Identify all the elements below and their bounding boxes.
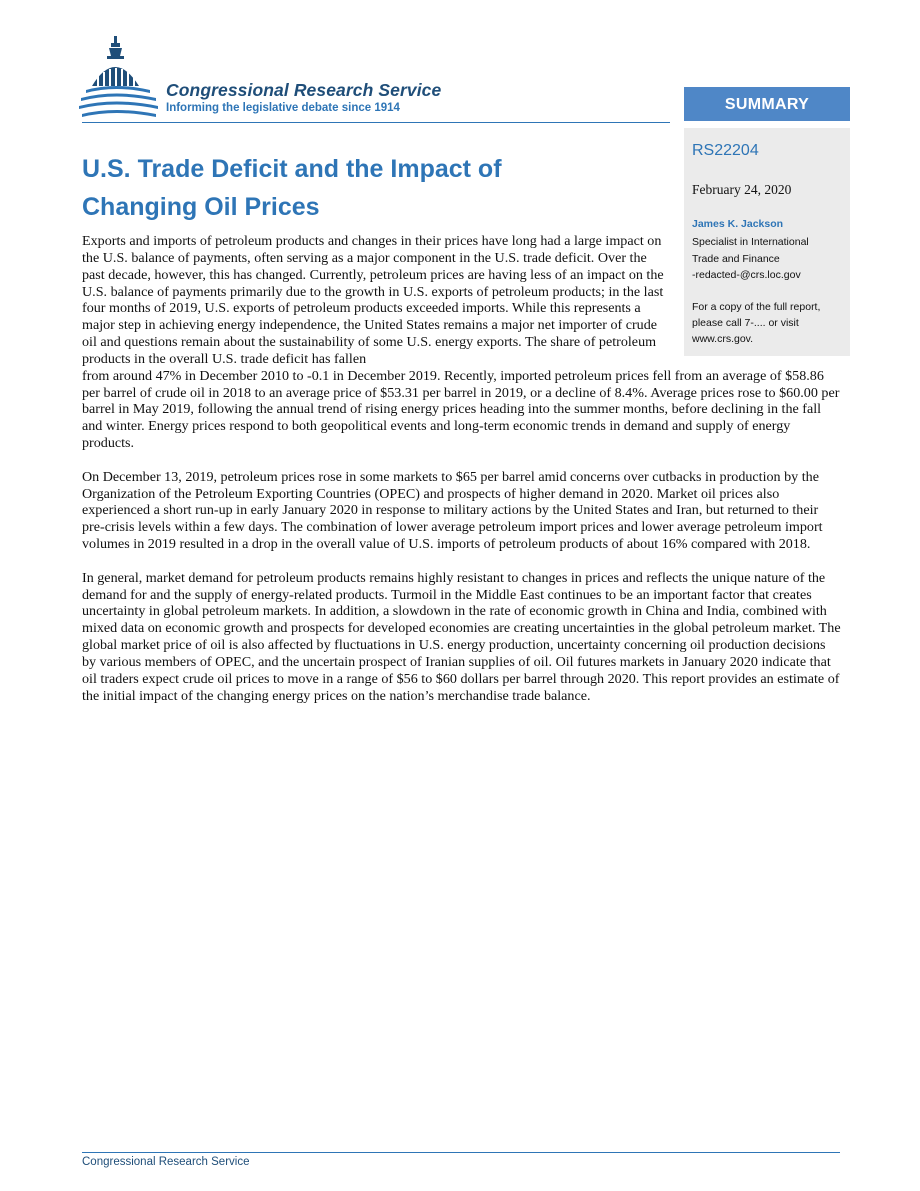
paragraph-2: On December 13, 2019, petroleum prices rose in some markets to $65 per barrel amid concerns over cutbacks in production by the Organization of the Petroleum Exporting Countries (OPEC) and prospects of higher demand in 2020. Market oil prices also experienced a short run-up in early January 2020 in response to military actions by the United States and Iran, but returned to their pre-crisis levels within a few days. The combination of lower average petroleum import prices and lower average petroleum import volumes in 2019 resulted in a drop in the overall value of U.S. imports of petroleum products of about 16% compared with 2018. <box>82 468 823 553</box>
footer-divider <box>82 1152 840 1153</box>
header-divider <box>82 122 670 123</box>
author-title-line-2: Trade and Finance <box>692 252 780 265</box>
title-line-2: Changing Oil Prices <box>82 193 320 221</box>
title-line-1: U.S. Trade Deficit and the Impact of <box>82 155 502 183</box>
crs-logo <box>78 34 478 126</box>
author-title-line-1: Specialist in International <box>692 236 809 248</box>
capitol-dome-icon <box>78 34 164 124</box>
report-date: February 24, 2020 <box>692 182 792 197</box>
org-tagline: Informing the legislative debate since 1914 <box>166 102 400 114</box>
author-email: -redacted-@crs.loc.gov <box>692 269 801 281</box>
paragraph-3: In general, market demand for petroleum products remains highly resistant to changes in prices and reflects the unique nature of the demand for and the supply of energy-related products. Turmoil in the Middle East continues to be an important factor that creates uncertainty in global petroleum markets. In addition, a slowdown in the rate of economic growth in China and India, combined with mixed data on economic growth and prospects for developed economies are creating uncertainties in the global petroleum market. The global market price of oil is also affected by fluctuations in U.S. energy production, uncertainty concerning oil production decisions by various members of OPEC, and the uncertain prospect of Iranian supplies of oil. Oil futures markets in January 2020 indicate that oil traders expect crude oil prices to move in a range of $56 to $60 dollars per barrel through 2020. This report provides an estimate of the initial impact of the changing energy prices on the nation’s merchandise trade balance. <box>82 569 841 704</box>
paragraph-1-wrapped: Exports and imports of petroleum products and changes in their prices have long had a large impact on the U.S. balance of payments, often serving as a major component in the U.S. trade deficit. Over the past decade, however, this has changed. Currently, petroleum prices are having less of an impact on the U.S. balance of payments primarily due to the growth in U.S. exports of petroleum products; in the last four months of 2019, U.S. exports of petroleum products exceeded imports. While this represents a major step in achieving energy independence, the United States remains a major net importer of crude oil and questions remain about the sustainability of some U.S. energy exports. The share of petroleum products in the overall U.S. trade deficit has fallen <box>82 233 664 367</box>
page-title <box>82 150 602 226</box>
page-footer: Congressional Research Service <box>82 1156 250 1168</box>
copy-request-note: For a copy of the full report, please call 7-.... or visit www.crs.gov. <box>692 301 821 345</box>
report-number: RS22204 <box>692 142 759 159</box>
summary-heading: SUMMARY <box>684 87 850 121</box>
paragraph-1-continued: from around 47% in December 2010 to -0.1 in December 2019. Recently, imported petroleum prices fell from an average of $58.86 per barrel of crude oil in 2018 to an average price of $53.31 per barrel in 2019, or a decline of 8.4%. Average prices rose to $60.00 per barrel in May 2019, following the annual trend of rising energy prices heading into the summer months, before declining in the fall and winter. Energy prices respond to both geopolitical events and long-term economic trends in demand and supply of energy products. <box>82 367 840 452</box>
summary-body <box>82 233 842 705</box>
author-name: James K. Jackson <box>692 218 784 230</box>
org-name: Congressional Research Service <box>166 80 442 100</box>
